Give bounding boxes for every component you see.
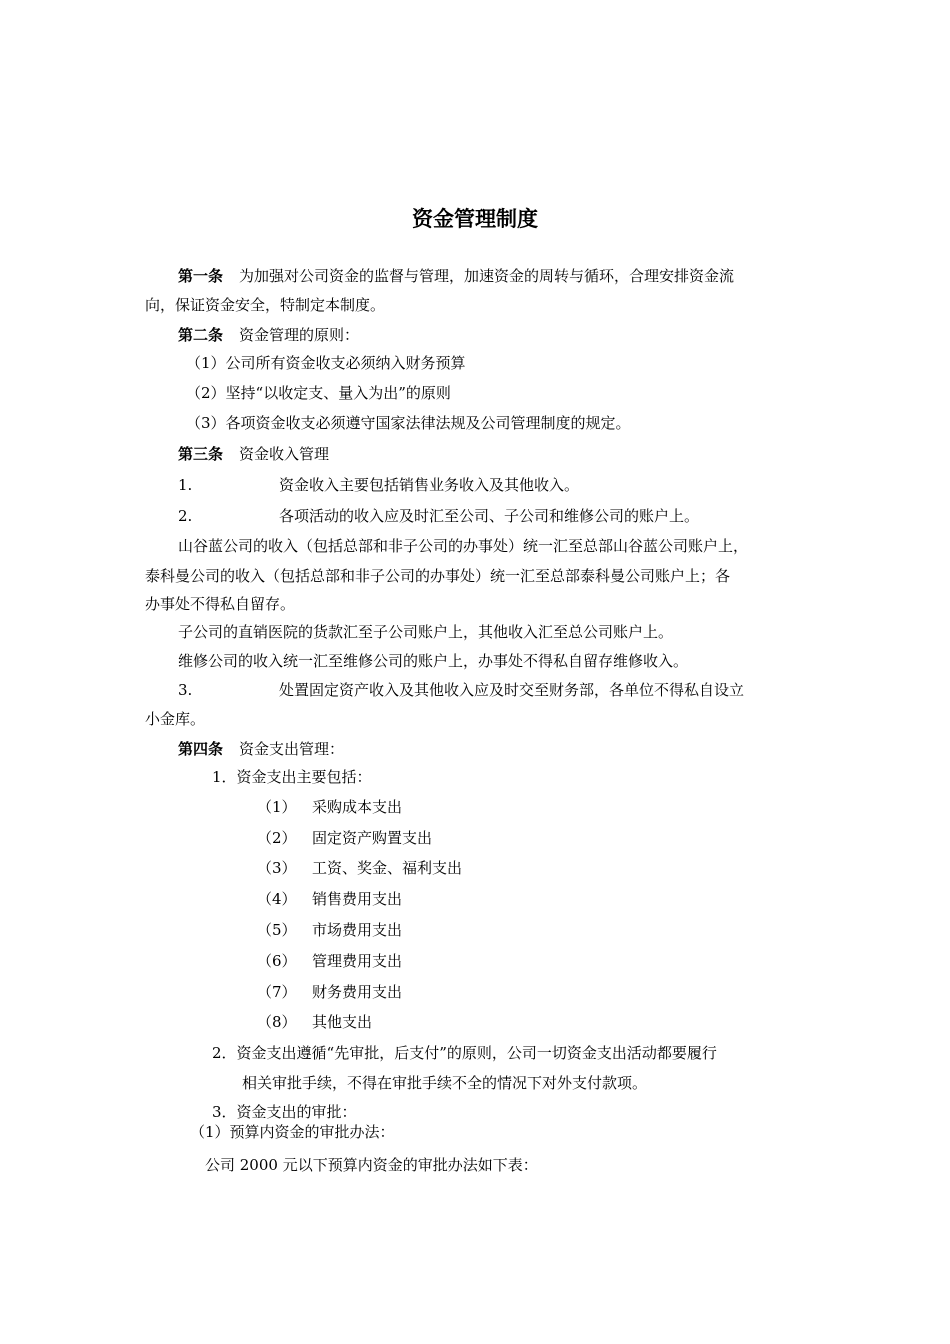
document-title: 资金管理制度 (412, 207, 538, 231)
article-3-heading (178, 444, 329, 464)
expense-list-number: （5） (257, 921, 297, 939)
article-4-sub-2-cont: 相关审批手续，不得在审批手续不全的情况下对外支付款项。 (242, 1074, 648, 1092)
expense-list-text: 财务费用支出 (312, 983, 403, 1001)
expense-list-text: 管理费用支出 (312, 952, 403, 970)
expense-list-number: （7） (257, 983, 297, 1001)
article-2-title: 资金管理的原则： (239, 326, 360, 344)
expense-list-text: 采购成本支出 (312, 798, 403, 816)
article-2-item: （3）各项资金收支必须遵守国家法律法规及公司管理制度的规定。 (186, 414, 631, 432)
article-2-heading (178, 325, 359, 345)
expense-list-number: （4） (257, 890, 297, 908)
paragraph-line: 子公司的直销医院的货款汇至子公司账户上，其他收入汇至总公司账户上。 (178, 623, 674, 641)
paragraph-line: 泰科曼公司的收入（包括总部和非子公司的办事处）统一汇至总部泰科曼公司账户上；各 (145, 567, 731, 585)
expense-list-number: （6） (257, 952, 297, 970)
article-2-item: （1）公司所有资金收支必须纳入财务预算 (186, 354, 466, 372)
paragraph-line: 办事处不得私自留存。 (145, 595, 296, 613)
article-3-item-1-number: 1. (178, 476, 193, 494)
article-4-sub-3-1: （1）预算内资金的审批办法： (190, 1123, 395, 1141)
article-2-item: （2）坚持“以收定支、量入为出”的原则 (186, 384, 451, 402)
paragraph-line: 山谷蓝公司的收入（包括总部和非子公司的办事处）统一汇至总部山谷蓝公司账户上， (178, 537, 749, 555)
article-3-item-2-number: 2. (178, 507, 193, 525)
expense-list-text: 销售费用支出 (312, 890, 403, 908)
article-1-text: 为加强对公司资金的监督与管理，加速资金的周转与循环，合理安排资金流 (239, 267, 735, 285)
article-4-label: 第四条 (178, 740, 224, 758)
article-4-sub-3: 3．资金支出的审批： (212, 1103, 357, 1121)
article-4-title: 资金支出管理： (239, 740, 345, 758)
article-4-sub-3-1-text: 公司 2000 元以下预算内资金的审批办法如下表： (205, 1156, 538, 1174)
expense-list-text: 市场费用支出 (312, 921, 403, 939)
article-3-label: 第三条 (178, 445, 224, 463)
expense-list-number: （1） (257, 798, 297, 816)
paragraph-line: 维修公司的收入统一汇至维修公司的账户上，办事处不得私自留存维修收入。 (178, 652, 689, 670)
expense-list-number: （2） (257, 829, 297, 847)
article-3-item-3-text: 处置固定资产收入及其他收入应及时交至财务部，各单位不得私自设立 (279, 681, 745, 699)
expense-list-text: 工资、奖金、福利支出 (312, 859, 463, 877)
expense-list-text: 其他支出 (312, 1013, 373, 1031)
article-4-sub-2: 2．资金支出遵循“先审批，后支付”的原则，公司一切资金支出活动都要履行 (212, 1044, 717, 1062)
article-4-sub-1: 1．资金支出主要包括： (212, 768, 372, 786)
article-3-item-3-number: 3. (178, 681, 193, 699)
expense-list-number: （8） (257, 1013, 297, 1031)
expense-list-number: （3） (257, 859, 297, 877)
article-1-line-1 (178, 266, 734, 286)
article-3-item-3-text-cont: 小金库。 (145, 710, 206, 728)
article-3-item-2-text: 各项活动的收入应及时汇至公司、子公司和维修公司的账户上。 (279, 507, 700, 525)
article-1-label: 第一条 (178, 267, 224, 285)
article-3-title: 资金收入管理 (239, 445, 330, 463)
article-2-label: 第二条 (178, 326, 224, 344)
article-1-line-2: 向，保证资金安全，特制定本制度。 (145, 296, 386, 314)
article-4-heading (178, 739, 344, 759)
expense-list-text: 固定资产购置支出 (312, 829, 433, 847)
article-3-item-1-text: 资金收入主要包括销售业务收入及其他收入。 (279, 476, 580, 494)
